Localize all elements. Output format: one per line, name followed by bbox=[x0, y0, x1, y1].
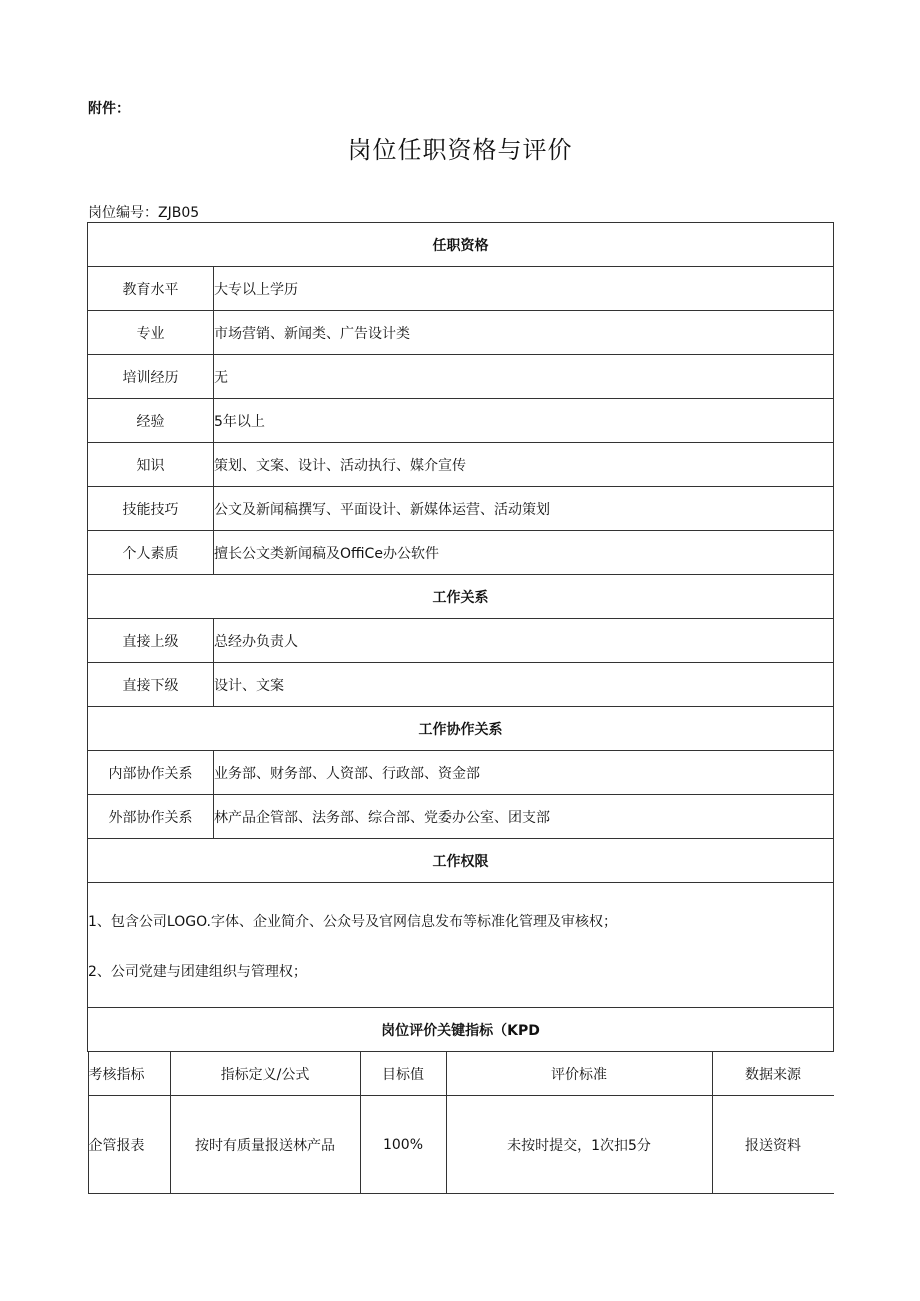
table-row bbox=[88, 399, 834, 443]
row-value: 设计、文案 bbox=[214, 663, 834, 707]
table-row bbox=[88, 267, 834, 311]
row-value: 林产品企管部、法务部、综合部、党委办公室、团支部 bbox=[214, 795, 834, 839]
table-row bbox=[88, 663, 834, 707]
row-label: 专业 bbox=[88, 311, 214, 355]
section-title-authority: 工作权限 bbox=[88, 839, 834, 883]
section-title-work-relations: 工作关系 bbox=[88, 575, 834, 619]
row-value: 公文及新闻稿撰写、平面设计、新媒体运营、活动策划 bbox=[214, 487, 834, 531]
row-label: 个人素质 bbox=[88, 531, 214, 575]
table-row bbox=[88, 311, 834, 355]
kpi-header-cell: 考核指标 bbox=[88, 1052, 170, 1096]
table-row bbox=[88, 751, 834, 795]
table-row bbox=[88, 443, 834, 487]
row-value: 5年以上 bbox=[214, 399, 834, 443]
table-row bbox=[88, 355, 834, 399]
row-label: 外部协作关系 bbox=[88, 795, 214, 839]
kpi-row bbox=[88, 1096, 834, 1194]
kpi-header-cell: 评价标准 bbox=[446, 1052, 712, 1096]
section-title-collaboration: 工作协作关系 bbox=[88, 707, 834, 751]
section-title-kpi: 岗位评价关键指标（KPD bbox=[88, 1008, 834, 1052]
page-title: 岗位任职资格与评价 bbox=[347, 136, 573, 164]
row-value: 无 bbox=[214, 355, 834, 399]
kpi-cell: 企管报表 bbox=[88, 1096, 170, 1194]
kpi-cell: 未按时提交，1次扣5分 bbox=[446, 1096, 712, 1194]
kpi-header-cell: 目标值 bbox=[360, 1052, 446, 1096]
row-value: 市场营销、新闻类、广告设计类 bbox=[214, 311, 834, 355]
authority-item: 1、包含公司LOGO.字体、企业简介、公众号及官网信息发布等标准化管理及审核权； bbox=[88, 914, 617, 930]
row-label: 经验 bbox=[88, 399, 214, 443]
row-value: 大专以上学历 bbox=[214, 267, 834, 311]
row-label: 知识 bbox=[88, 443, 214, 487]
kpi-header-cell: 指标定义/公式 bbox=[170, 1052, 360, 1096]
row-value: 策划、文案、设计、活动执行、媒介宣传 bbox=[214, 443, 834, 487]
kpi-table bbox=[88, 1052, 834, 1194]
kpi-cell: 100% bbox=[360, 1096, 446, 1194]
kpi-cell: 按时有质量报送林产品 bbox=[170, 1096, 360, 1194]
row-value: 总经办负责人 bbox=[214, 619, 834, 663]
kpi-cell: 报送资料 bbox=[712, 1096, 834, 1194]
row-label: 教育水平 bbox=[88, 267, 214, 311]
table-row bbox=[88, 795, 834, 839]
kpi-table-container bbox=[88, 1052, 834, 1195]
table-row bbox=[88, 487, 834, 531]
position-code: 岗位编号：ZJB05 bbox=[88, 205, 200, 221]
kpi-header-cell: 数据来源 bbox=[712, 1052, 834, 1096]
row-label: 培训经历 bbox=[88, 355, 214, 399]
authority-list bbox=[88, 883, 834, 1008]
row-label: 直接上级 bbox=[88, 619, 214, 663]
table-row bbox=[88, 531, 834, 575]
row-value: 业务部、财务部、人资部、行政部、资金部 bbox=[214, 751, 834, 795]
attachment-label: 附件： bbox=[88, 101, 130, 117]
row-label: 技能技巧 bbox=[88, 487, 214, 531]
row-value: 擅长公文类新闻稿及OffiCe办公软件 bbox=[214, 531, 834, 575]
row-label: 内部协作关系 bbox=[88, 751, 214, 795]
section-title-qualifications: 任职资格 bbox=[88, 223, 834, 267]
row-label: 直接下级 bbox=[88, 663, 214, 707]
table-row bbox=[88, 619, 834, 663]
kpi-header-row bbox=[88, 1052, 834, 1096]
authority-item: 2、公司党建与团建组织与管理权； bbox=[88, 964, 307, 980]
qualification-table bbox=[87, 222, 834, 1194]
